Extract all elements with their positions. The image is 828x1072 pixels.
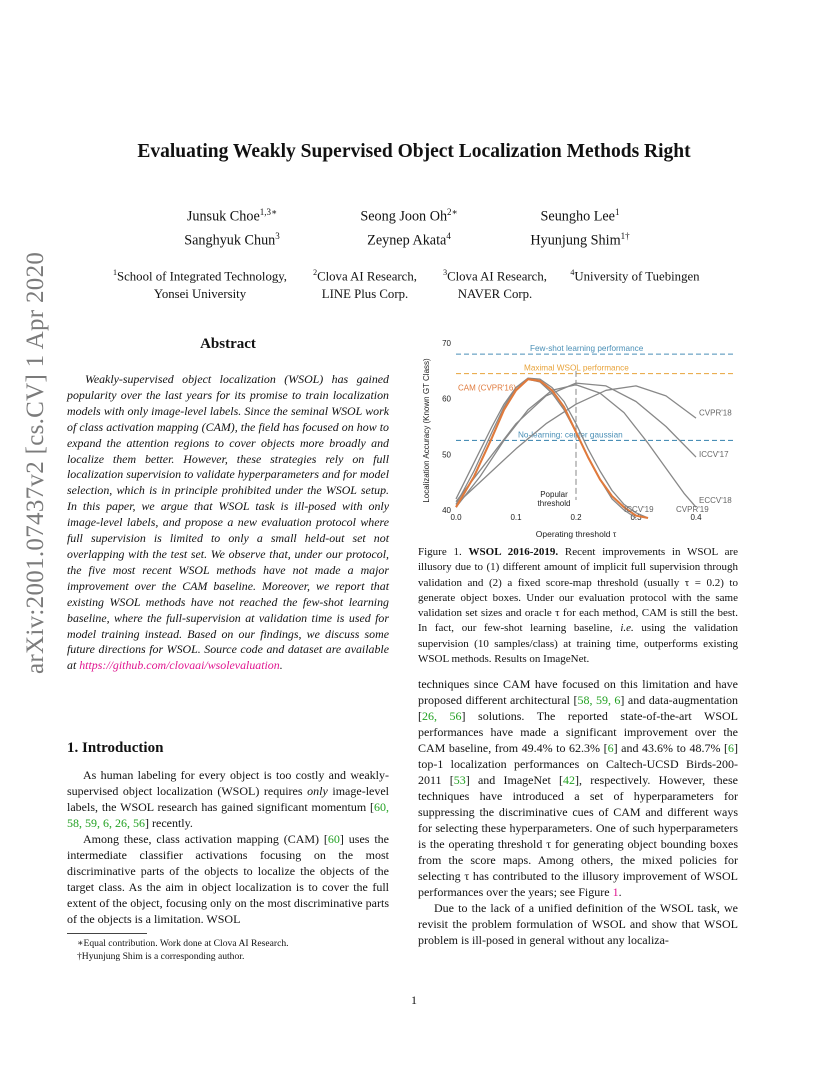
text: ] and 43.6% to 48.7% [ [613, 741, 728, 755]
aff-sup: 4 [570, 268, 575, 277]
affiliation-4 [560, 264, 710, 285]
abstract-text: Weakly-supervised object localization (WSOL) has gained popularity over the last years for its promise to train localization models with only image-level labels. Since the seminal WSOL work of class activation mapping (CAM), the field has focused on how to expand the attention regions to cover objects more broadly and localize them better. However, these strategies rely on full localization supervision to validate hyperparameters and for model selection, which is in principle prohibited under the WSOL setup. In this paper, we argue that WSOL task is ill-posed with only image-level labels, and propose a new evaluation protocol where full supervision is limited to only a small held-out set not overlapping with the test set. We observe that, under our protocol, the five most recent WSOL methods have not made a major improvement over the CAM baseline. Moreover, we report that existing WSOL methods have not reached the few-shot learning baseline, where the full-supervision at validation time is used for model training instead. Based on our findings, we discuss some future directions for WSOL. Source code and dataset are available at [67, 372, 389, 673]
author-6 [480, 224, 680, 253]
caption-text: Recent improvements in WSOL are illusory due to (1) different amount of implicit full supervision through validation and (2) a fixed score-map threshold (usually τ = 0.2) to generate object boxes. Under our evaluation protocol with the same validation set sizes and oracle τ for each method, CAM is still the best. In fact, our few-shot learning baseline, [418, 546, 739, 635]
citation-link[interactable]: 6 [728, 741, 734, 755]
x-tick-label: 0.2 [570, 513, 582, 522]
author-name: Sanghyuk Chun [184, 232, 276, 249]
reference-line-label: Few-shot learning performance [530, 344, 644, 354]
intro-paragraph-3 [418, 676, 738, 900]
series-label: ICCV'19 [624, 505, 654, 514]
citation-link[interactable]: 6 [607, 741, 614, 755]
figure-1-chart [418, 333, 738, 543]
author-name: Junsuk Choe [186, 208, 260, 225]
affiliation-1 [100, 264, 300, 303]
footnote-rule [67, 933, 147, 934]
footnotes [67, 938, 389, 963]
text: ] solutions. The reported state-of-the-art WSOL performances have made a significant improvement over the CAM baseline, from 49.4% to 62.3% [ [418, 709, 739, 755]
arxiv-sidebar-stamp: arXiv:2001.07437v2 [cs.CV] 1 Apr 2020 [22, 251, 49, 674]
footnote-equal-contribution: ∗Equal contribution. Work done at Clova AI Research. [77, 938, 289, 949]
x-tick-label: 0.0 [450, 513, 462, 522]
intro-left-column [67, 767, 389, 927]
caption-italic: i.e. [620, 622, 634, 635]
x-tick-label: 0.4 [690, 513, 702, 522]
series-label: ECCV'18 [699, 496, 732, 505]
x-tick-label: 0.1 [510, 513, 522, 522]
caption-bold: WSOL 2016-2019. [468, 546, 559, 558]
text: As human labeling for every object is too costly and weakly-supervised object localization (WSOL) requires [67, 768, 389, 798]
reference-line-label: Maximal WSOL performance [524, 363, 629, 373]
citation-link[interactable]: 42 [563, 773, 576, 787]
text: ] and data-augmentation [ [418, 693, 738, 723]
intro-paragraph-2 [67, 831, 389, 927]
x-tick-label: 0.3 [630, 513, 642, 522]
author-name: Zeynep Akata [367, 232, 447, 249]
threshold-label: threshold [537, 499, 571, 508]
citation-link[interactable]: 26, 56 [422, 709, 462, 723]
paper-title: Evaluating Weakly Supervised Object Localization Methods Right [137, 141, 691, 162]
code-link[interactable]: https://github.com/clovaai/wsolevaluation [79, 658, 280, 673]
aff-sup: 3 [443, 268, 448, 277]
aff-line1: School of Integrated Technology, [116, 269, 288, 284]
citation-link[interactable]: 60, 58, 59, 6, 26, 56 [67, 800, 389, 830]
author-name: Seong Joon Oh [360, 208, 448, 225]
citation-link[interactable]: 60 [327, 832, 340, 846]
author-5 [309, 224, 509, 253]
text: ] uses the intermediate classifier activations focusing on the most discriminative parts of the objects to localize the objects of the target class. As the aim in object localization is to cover the full extent of the object, focusing only on the most discriminative parts of the objects is a limitation. WSOL [67, 832, 389, 926]
reference-line-label: No-learning: center gaussian [518, 430, 623, 440]
abstract-heading: Abstract [200, 336, 256, 352]
affiliation-3 [430, 264, 560, 303]
abstract-end: . [279, 658, 283, 673]
y-tick-label: 60 [442, 394, 451, 404]
y-tick-label: 40 [442, 506, 451, 515]
text: . [618, 885, 622, 899]
intro-paragraph-4: Due to the lack of a unified definition of the WSOL task, we revisit the problem formulation of WSOL and show that WSOL problem is ill-posed in general without any localiza- [418, 901, 738, 947]
aff-line1: University of Tuebingen [574, 269, 700, 284]
citation-link[interactable]: 53 [453, 773, 466, 787]
text: ] top-1 localization performances on Caltech-UCSD Birds-200-2011 [ [418, 741, 738, 787]
footnote-corresponding-author: †Hyunjung Shim is a corresponding author. [77, 950, 245, 962]
aff-line1: Clova AI Research, [317, 269, 417, 284]
affiliation-2 [300, 264, 430, 303]
y-tick-label: 50 [442, 450, 451, 460]
y-tick-label: 70 [442, 339, 451, 348]
author-sup: 1 [614, 207, 620, 217]
aff-sup: 1 [112, 268, 117, 277]
series-label: CVPR'19 [676, 505, 709, 514]
caption-text: using the validation supervision (10 samples/class) at training time, outperforms existing WSOL methods. Results on ImageNet. [418, 622, 738, 666]
section-heading-introduction: 1. Introduction [67, 740, 164, 756]
text: Among these, class activation mapping (CAM) [ [83, 832, 328, 846]
caption-label: Figure 1. [418, 546, 462, 558]
author-sup: 3 [275, 231, 280, 241]
series-label: CVPR'18 [699, 408, 732, 418]
author-sup: 1† [620, 231, 630, 241]
aff-sup: 2 [313, 268, 318, 277]
text: techniques since CAM have focused on this limitation and have proposed different architectural [ [418, 677, 738, 707]
author-name: Seungho Lee [540, 208, 615, 225]
citation-link[interactable]: 58, 59, 6 [577, 693, 621, 707]
x-axis-title: Operating threshold τ [535, 529, 617, 539]
aff-line1: Clova AI Research, [447, 269, 547, 284]
aff-line2: LINE Plus Corp. [321, 287, 409, 302]
aff-line2: Yonsei University [153, 287, 247, 302]
aff-line2: NAVER Corp. [457, 287, 533, 302]
text-italic: only [307, 784, 328, 798]
figure-ref-link[interactable]: 1 [612, 885, 619, 899]
author-sup: 2∗ [447, 207, 458, 217]
text: ] recently. [145, 816, 193, 830]
author-sup: 4 [446, 231, 451, 241]
author-name: Hyunjung Shim [530, 232, 621, 249]
intro-paragraph-1 [67, 767, 389, 831]
abstract-body [67, 372, 389, 674]
author-4 [132, 224, 332, 253]
page-number: 1 [411, 993, 417, 1007]
threshold-label: Popular [540, 490, 568, 499]
text: ] and ImageNet [ [465, 773, 564, 787]
intro-right-column [418, 676, 738, 948]
text: ], respectively. However, these techniques have introduced a set of hyperparameters for suppressing the discriminative cues of CAM and different ways for selecting these hyperparameters. One of such hyperparameters is the operating threshold τ for generating object bounding boxes from the score maps. Among others, the mixed policies for selecting τ has contributed to the illusory improvement of WSOL performances over the years; see Figure [418, 773, 738, 899]
y-axis-title: Localization Accuracy (Known GT Class) [422, 358, 431, 503]
series-label: ICCV'17 [699, 450, 729, 460]
text: image-level labels, the WSOL research has gained significant momentum [ [67, 784, 390, 814]
figure-1-caption [418, 545, 738, 667]
author-sup: 1,3∗ [259, 207, 278, 217]
series-label: CAM (CVPR'16) [458, 383, 516, 393]
